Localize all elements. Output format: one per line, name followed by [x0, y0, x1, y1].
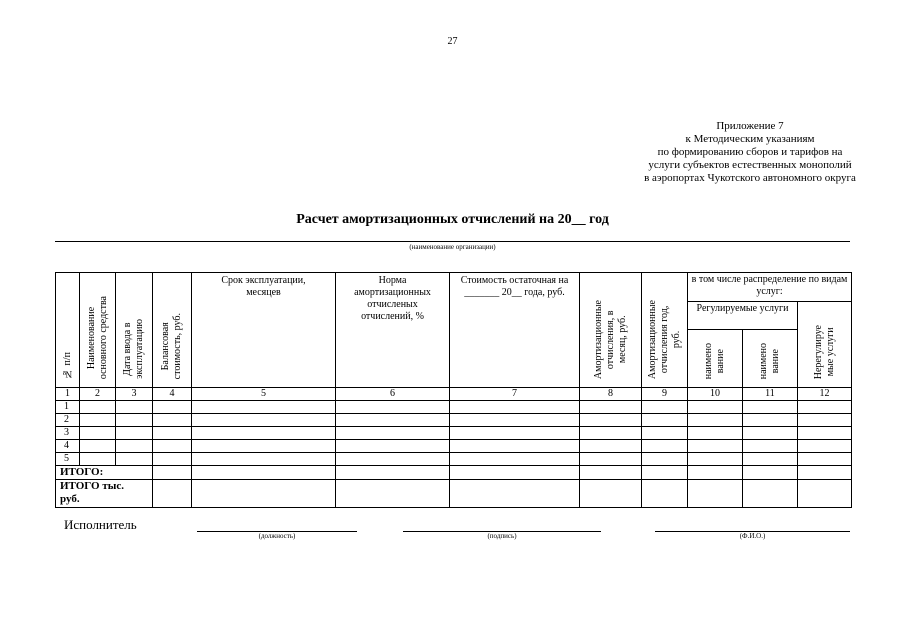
column-number: 3 — [116, 388, 153, 401]
header-service-name-1: наимено вание — [688, 330, 743, 388]
column-number: 4 — [153, 388, 192, 401]
column-number: 1 — [56, 388, 80, 401]
total-label: ИТОГО: — [56, 466, 153, 480]
header-service-name-2: наимено вание — [743, 330, 798, 388]
row-number: 1 — [56, 401, 80, 414]
total-thousand-label: ИТОГО тыс. руб. — [56, 480, 153, 508]
column-number-row — [56, 388, 852, 401]
table-row — [56, 401, 852, 414]
total-thousand-row — [56, 480, 852, 508]
row-number: 2 — [56, 414, 80, 427]
table-row — [56, 440, 852, 453]
column-number: 9 — [642, 388, 688, 401]
appendix-note — [560, 120, 905, 185]
document-title: Расчет амортизационных отчислений на 20__ год — [296, 212, 609, 227]
column-number: 12 — [798, 388, 852, 401]
column-number: 6 — [336, 388, 450, 401]
executor-label: Исполнитель — [64, 517, 137, 532]
appendix-line-1: Приложение 7 — [716, 120, 784, 132]
organization-line — [55, 241, 850, 242]
column-number: 7 — [450, 388, 580, 401]
organization-caption: (наименование организации) — [409, 243, 496, 251]
appendix-line-2: к Методическим указаниям — [685, 133, 815, 145]
header-asset-name: Наименование основного средства — [80, 273, 116, 388]
page-number: 27 — [447, 36, 458, 47]
appendix-line-4: услуги субъектов естественных монополий — [648, 159, 852, 171]
header-book-value: Балансовая стоимость, руб. — [153, 273, 192, 388]
total-row — [56, 466, 852, 480]
header-residual-value: Стоимость остаточная на _______ 20__ года, руб. — [450, 273, 580, 388]
appendix-line-3: по формированию сборов и тарифов на — [657, 146, 843, 158]
column-number: 11 — [743, 388, 798, 401]
header-monthly-depreciation: Амортизационные отчисления, в месяц, руб. — [580, 273, 642, 388]
column-number: 10 — [688, 388, 743, 401]
position-caption: (должность) — [258, 532, 296, 540]
table-row — [56, 414, 852, 427]
amortization-table — [55, 272, 852, 508]
column-number: 2 — [80, 388, 116, 401]
header-distribution: в том числе распределение по видам услуг: — [688, 273, 852, 302]
row-number: 3 — [56, 427, 80, 440]
signature-caption: (подпись) — [487, 532, 517, 540]
header-depreciation-rate: Норма амортизационных отчисленых отчислений, % — [336, 273, 450, 388]
row-number: 5 — [56, 453, 80, 466]
header-regulated-services: Регулируемые услуги — [688, 302, 798, 330]
column-number: 5 — [192, 388, 336, 401]
table-row — [56, 427, 852, 440]
header-annual-depreciation: Амортизационные отчисления год, руб. — [642, 273, 688, 388]
name-caption: (Ф.И.О.) — [739, 532, 766, 540]
appendix-line-5: в аэропортах Чукотского автономного округа — [644, 172, 856, 184]
header-service-life: Срок эксплуатации, месяцев — [192, 273, 336, 388]
row-number: 4 — [56, 440, 80, 453]
header-commission-date: Дата ввода в эксплуатацию — [116, 273, 153, 388]
header-number: № п/п — [56, 273, 80, 388]
table-row — [56, 453, 852, 466]
column-number: 8 — [580, 388, 642, 401]
header-unregulated-services: Нерегулируе мые услуги — [798, 302, 852, 388]
